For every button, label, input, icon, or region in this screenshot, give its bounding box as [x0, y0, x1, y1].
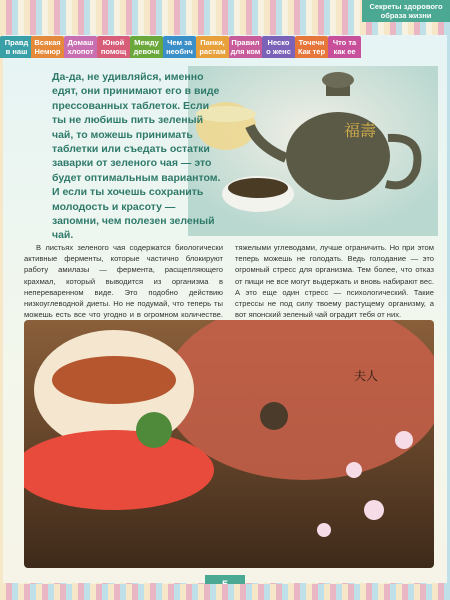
tab-label: девочк [133, 47, 160, 56]
tab-label: Между [134, 38, 159, 47]
section-tabs [0, 36, 450, 58]
tea-cup-and-teapot-photo [24, 320, 434, 568]
tab-label: Точечн [298, 38, 325, 47]
tab-3[interactable] [97, 36, 130, 58]
tab-label: хлопот [67, 47, 94, 56]
tab-8[interactable] [262, 36, 295, 58]
tab-10[interactable] [328, 36, 361, 58]
tab-6[interactable] [196, 36, 229, 58]
tab-label: о женс [266, 47, 291, 56]
tab-2[interactable] [64, 36, 97, 58]
tab-0[interactable] [0, 36, 33, 58]
article-paragraph: В листьях зеленого чая содержатся биологически активные ферменты, которые частично блокируют работу амилазы — фермента, расщепляющего крахмал, который выводится из организма в непереваренном виде. Это подобно действию низкоуглеводной диеты. Но не подумай, что теперь ты можешь есть все что угодно и в огромном количестве. тяжелыми углеводами, лучше ограничить. Но при этом теперь можешь не голодать. Ведь голодание — это огромный стресс для организма. Тем более, что отказ от пищи не все могут выдержать и вновь набирают вес. А это еще один стресс — психологический. Такие стрессы не под силу твоему растущему организму, а вот японский зеленый чай оградит тебя от них. [24, 243, 434, 320]
intro-text: Да-да, не удивляйся, именно едят, они принимают его в виде прессованных таблеток. Если ты не любишь пить зеленый чай, то можешь принимать таблетки или съедать остатки заварки от зеленого чая — это будет оптимальным вариантом. И если ты хочешь сохранить молодость и красоту — запомни, чем полезен зеленый чай. [52, 71, 221, 242]
svg-text:福壽: 福壽 [344, 121, 377, 140]
tab-label: для ком [230, 47, 261, 56]
tab-label: Всякая [34, 38, 61, 47]
tab-5[interactable] [163, 36, 196, 58]
tab-label: в наш [5, 47, 28, 56]
tab-label: Чем за [167, 38, 192, 47]
tab-label: Домаш [67, 38, 94, 47]
svg-text:夫人: 夫人 [354, 369, 379, 383]
tab-label: Как тер [297, 47, 326, 56]
tab-9[interactable] [295, 36, 328, 58]
tab-label: Правд [4, 38, 29, 47]
tab-label: Панки, [200, 38, 225, 47]
tab-label: Немюр [34, 47, 61, 56]
tab-7[interactable] [229, 36, 262, 58]
tab-1[interactable] [31, 36, 64, 58]
article-body [24, 242, 434, 332]
tab-label: Юной [102, 38, 125, 47]
tab-4[interactable] [130, 36, 163, 58]
tab-label: растам [199, 47, 226, 56]
intro-paragraph [52, 70, 224, 243]
tab-label: помощ [100, 47, 127, 56]
tab-label: как ее [333, 47, 356, 56]
teapot-photo [188, 66, 438, 236]
tab-active-healthy-lifestyle[interactable] [362, 0, 450, 22]
tab-label: Что та [332, 38, 357, 47]
tab-label: образа жизни [380, 11, 432, 20]
tab-label: необнч [166, 47, 193, 56]
bottom-decoration [0, 584, 450, 600]
tab-label: Правил [231, 38, 260, 47]
tab-label: Секреты здорового [369, 2, 443, 11]
tab-label: Неско [267, 38, 290, 47]
